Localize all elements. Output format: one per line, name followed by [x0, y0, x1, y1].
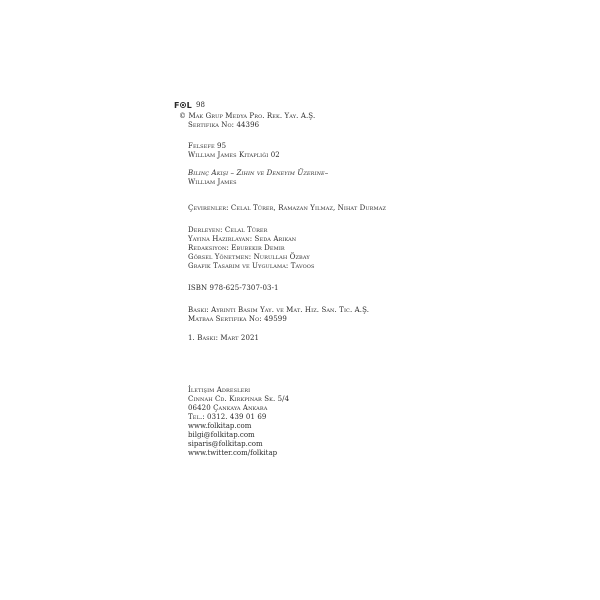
printing-block [188, 306, 369, 324]
book-title: Bilinç Akışı – Zihin ve Deneyim Üzerine– [188, 169, 329, 177]
book-author: William James [188, 178, 237, 186]
book-block [188, 169, 328, 187]
contact-phone: Tel.: 0312. 439 01 69 [188, 413, 267, 421]
series-line-2: William James Kitaplığı 02 [188, 151, 280, 159]
logo-circle-icon [180, 102, 186, 108]
series-block [188, 142, 280, 160]
contact-address-1: Cinnah Cd. Kırkpınar Sk. 5/4 [188, 395, 290, 403]
publisher-name: Mak Grup Medya Pro. Rek. Yay. A.Ş. [188, 112, 316, 120]
isbn: ISBN 978-625-7307-03-1 [188, 284, 279, 292]
publisher-certificate-block [188, 121, 259, 130]
copyright-line [179, 112, 315, 121]
publisher-logo [174, 100, 205, 110]
credit-editor: Yayına Hazırlayan: Seda Arıkan [188, 235, 297, 243]
credit-compiler: Derleyen: Celal Türer [188, 226, 268, 234]
isbn-block [188, 284, 279, 293]
edition-block [188, 334, 259, 343]
series-line-1: Felsefe 95 [188, 142, 227, 150]
contact-email-info: bilgi@folkitap.com [188, 431, 255, 439]
printing-line-1: Baskı: Ayrıntı Basım Yay. ve Mat. Hiz. San. Tic. A.Ş. [188, 306, 370, 314]
fol-logo [174, 101, 192, 110]
credits-block [188, 226, 315, 271]
printing-line-2: Matbaa Sertifika No: 49599 [188, 315, 287, 323]
contact-email-order: siparis@folkitap.com [188, 440, 263, 448]
translators-block [188, 204, 386, 213]
contact-website: www.folkitap.com [188, 422, 252, 430]
contact-address-2: 06420 Çankaya Ankara [188, 404, 268, 412]
edition: 1. Baskı: Mart 2021 [188, 334, 260, 342]
publisher-certificate: Sertifika No: 44396 [188, 121, 260, 129]
contact-heading: İletişim Adresleri [188, 386, 251, 394]
credit-visual-director: Görsel Yönetmen: Nurullah Özbay [188, 253, 310, 261]
contact-block [188, 386, 289, 458]
logo-letter-l: L [186, 100, 192, 110]
credit-redaction: Redaksiyon: Ebubekir Demir [188, 244, 285, 252]
copyright-symbol: © [179, 112, 187, 120]
contact-twitter: www.twitter.com/folkitap [188, 449, 278, 457]
logo-letter-f: F [174, 100, 180, 110]
credit-graphic-design: Grafik Tasarım ve Uygulama: Tavoos [188, 262, 315, 270]
series-number: 98 [195, 101, 205, 109]
translators: Çevirenler: Celal Türer, Ramazan Yılmaz, Nihat Durmaz [188, 204, 387, 212]
